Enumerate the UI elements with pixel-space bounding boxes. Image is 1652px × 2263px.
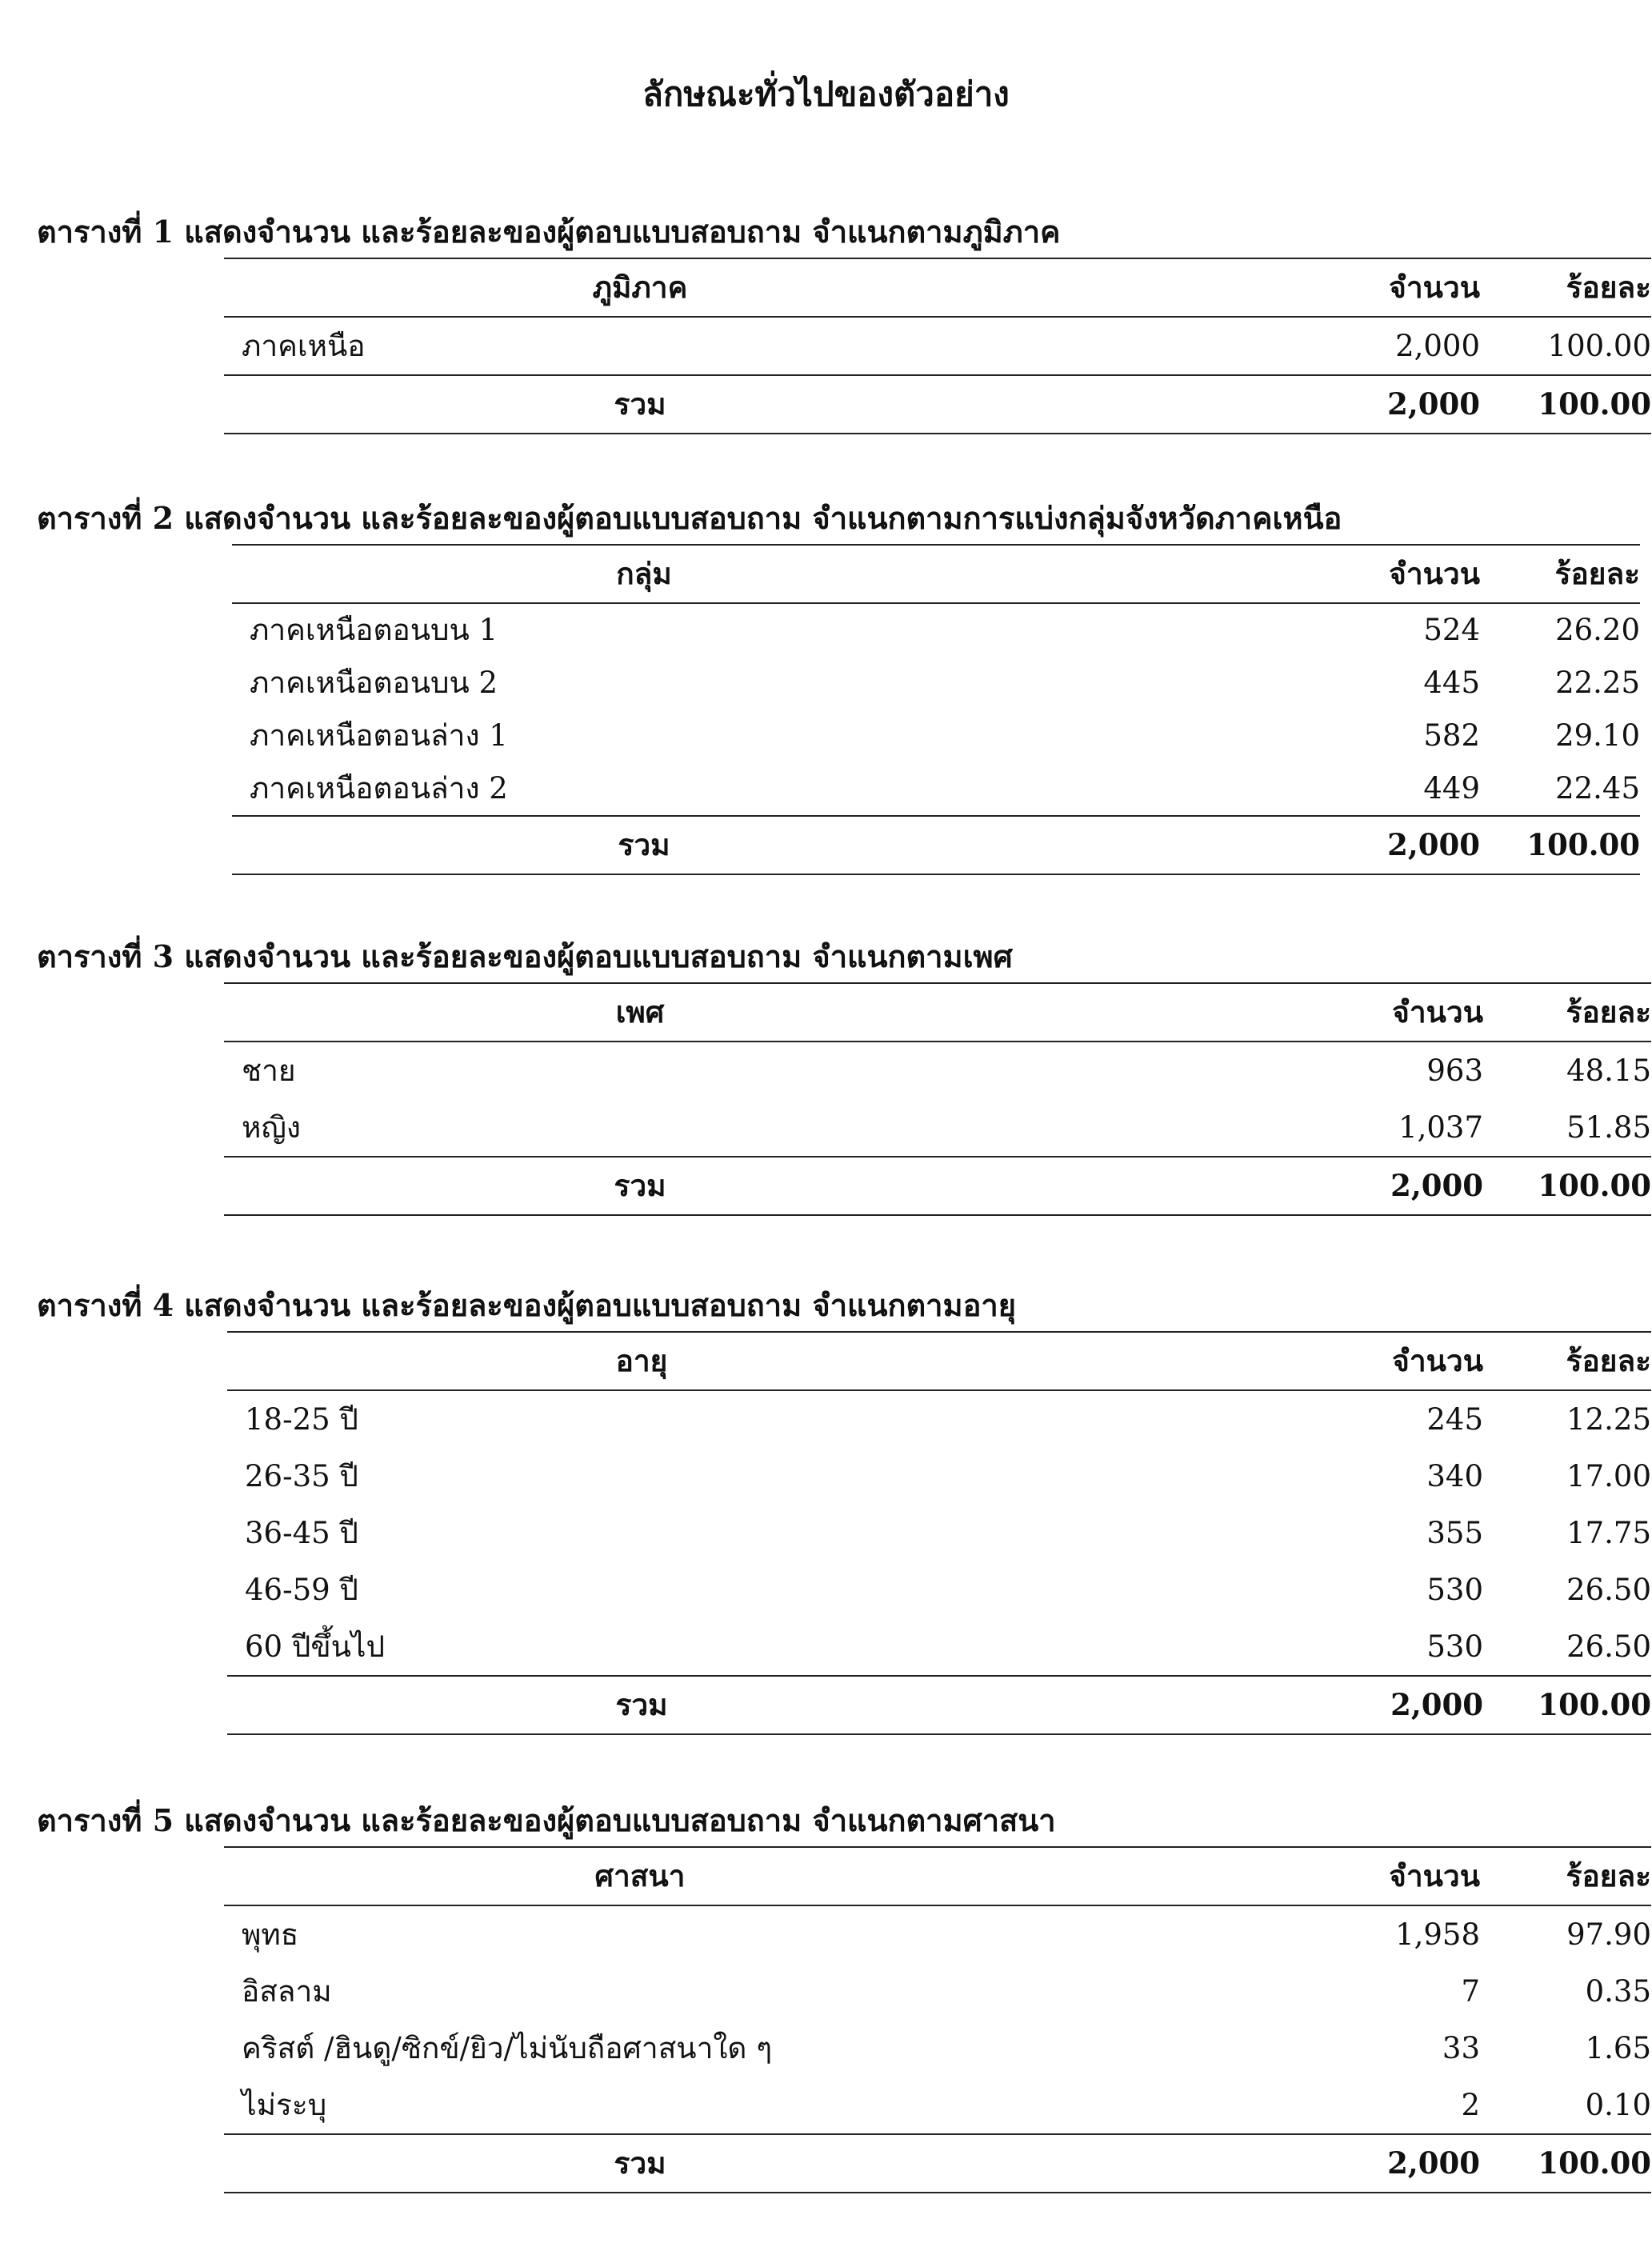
row-percent: 12.25 [1566,1402,1651,1437]
table-row [227,1561,1651,1618]
total-count: 2,000 [1056,1157,1483,1215]
total-count: 2,000 [1056,816,1480,874]
row-label: ชาย [242,1054,296,1088]
total-percent: 100.00 [1483,1676,1651,1734]
row-count: 1,958 [1395,1917,1480,1952]
total-percent: 100.00 [1480,375,1651,434]
row-count: 445 [1423,666,1480,700]
row-label: ภาคเหนือ [242,329,366,363]
table-row [232,710,1640,762]
row-label: อิสลาม [242,1974,332,2009]
table-caption: ตารางที่ 2 แสดงจำนวน และร้อยละของผู้ตอบแบบสอบถาม จำแนกตามการแบ่งกลุ่มจังหวัดภาคเหนือ [37,500,1342,536]
row-count: 7 [1461,1974,1480,2009]
row-percent: 0.10 [1585,2088,1651,2122]
table-row [232,603,1640,657]
table-row [224,317,1651,375]
table-total-row [224,1157,1651,1215]
row-percent: 22.25 [1555,666,1640,700]
row-percent: 48.15 [1566,1054,1651,1088]
row-label: ไม่ระบุ [242,2088,327,2122]
table-total-row [224,2134,1651,2193]
total-count: 2,000 [1056,2134,1480,2193]
header-label: กลุ่ม [232,545,1056,603]
page-title: ลักษณะทั่วไปของตัวอย่าง [642,74,1010,114]
row-count: 963 [1426,1054,1483,1088]
data-table-religion [224,1846,1651,2193]
total-label: รวม [227,1676,1056,1734]
header-percent: ร้อยละ [1480,1847,1651,1905]
table-total-row [227,1676,1651,1734]
table-row [232,762,1640,816]
row-count: 355 [1426,1516,1483,1550]
row-label: 46-59 ปี [245,1573,358,1607]
table-total-row [232,816,1640,874]
row-count: 2 [1461,2088,1480,2122]
row-percent: 17.75 [1566,1516,1651,1550]
table-row [224,1099,1651,1157]
total-label: รวม [224,2134,1056,2193]
header-label: อายุ [227,1332,1056,1390]
row-label: หญิง [242,1110,301,1145]
header-count: จำนวน [1056,983,1483,1042]
table-caption: ตารางที่ 3 แสดงจำนวน และร้อยละของผู้ตอบแบบสอบถาม จำแนกตามเพศ [37,938,1013,974]
row-percent: 17.00 [1566,1459,1651,1493]
data-table-age [227,1331,1651,1735]
row-percent: 1.65 [1585,2031,1651,2065]
total-label: รวม [224,375,1056,434]
table-header-row [224,258,1651,317]
header-percent: ร้อยละ [1483,1332,1651,1390]
row-label: 60 ปีขึ้นไป [245,1629,386,1664]
row-label: คริสต์ /ฮินดู/ซิกข์/ยิว/ไม่นับถือศาสนาใด ๆ [242,2031,773,2065]
table-row [232,657,1640,710]
header-percent: ร้อยละ [1480,545,1640,603]
total-label: รวม [224,1157,1056,1215]
row-label: พุทธ [242,1917,299,1952]
total-count: 2,000 [1056,375,1480,434]
table-row [227,1618,1651,1676]
total-label: รวม [232,816,1056,874]
row-count: 1,037 [1398,1110,1483,1145]
row-label: 18-25 ปี [245,1402,358,1437]
row-label: ภาคเหนือตอนล่าง 2 [250,771,508,806]
row-percent: 22.45 [1555,771,1640,806]
data-table-region [224,258,1651,434]
table-header-row [232,545,1640,603]
header-label: ศาสนา [224,1847,1056,1905]
header-label: ภูมิภาค [224,258,1056,317]
total-percent: 100.00 [1483,1157,1651,1215]
header-percent: ร้อยละ [1483,983,1651,1042]
table-row [224,2077,1651,2134]
data-table-group [232,544,1640,875]
row-percent: 100.00 [1547,329,1651,363]
row-percent: 97.90 [1566,1917,1651,1952]
table-header-row [224,983,1651,1042]
row-count: 2,000 [1395,329,1480,363]
total-count: 2,000 [1056,1676,1483,1734]
row-count: 449 [1423,771,1480,806]
row-percent: 26.50 [1566,1573,1651,1607]
row-percent: 26.20 [1555,613,1640,647]
row-percent: 51.85 [1566,1110,1651,1145]
row-label: ภาคเหนือตอนบน 2 [250,666,498,700]
row-count: 245 [1426,1402,1483,1437]
row-percent: 0.35 [1585,1974,1651,2009]
total-percent: 100.00 [1480,816,1640,874]
table-row [224,1963,1651,2020]
header-count: จำนวน [1056,545,1480,603]
table-caption: ตารางที่ 4 แสดงจำนวน และร้อยละของผู้ตอบแบบสอบถาม จำแนกตามอายุ [37,1287,1016,1323]
row-count: 33 [1442,2031,1480,2065]
row-label: ภาคเหนือตอนล่าง 1 [250,718,508,753]
header-count: จำนวน [1056,1332,1483,1390]
row-label: ภาคเหนือตอนบน 1 [250,613,498,647]
row-percent: 29.10 [1555,718,1640,753]
table-caption: ตารางที่ 1 แสดงจำนวน และร้อยละของผู้ตอบแบบสอบถาม จำแนกตามภูมิภาค [37,214,1061,250]
table-row [227,1390,1651,1448]
data-table-gender [224,982,1651,1216]
row-count: 582 [1423,718,1480,753]
row-count: 530 [1426,1573,1483,1607]
table-row [224,2020,1651,2077]
header-percent: ร้อยละ [1480,258,1651,317]
row-percent: 26.50 [1566,1629,1651,1664]
header-label: เพศ [224,983,1056,1042]
table-total-row [224,375,1651,434]
header-count: จำนวน [1056,258,1480,317]
header-count: จำนวน [1056,1847,1480,1905]
table-header-row [224,1847,1651,1905]
table-row [227,1505,1651,1561]
row-label: 26-35 ปี [245,1459,358,1493]
row-count: 530 [1426,1629,1483,1664]
row-count: 524 [1423,613,1480,647]
total-percent: 100.00 [1480,2134,1651,2193]
row-label: 36-45 ปี [245,1516,358,1550]
table-header-row [227,1332,1651,1390]
table-row [224,1042,1651,1099]
table-caption: ตารางที่ 5 แสดงจำนวน และร้อยละของผู้ตอบแบบสอบถาม จำแนกตามศาสนา [37,1802,1056,1838]
table-row [224,1905,1651,1963]
row-count: 340 [1426,1459,1483,1493]
table-row [227,1448,1651,1505]
